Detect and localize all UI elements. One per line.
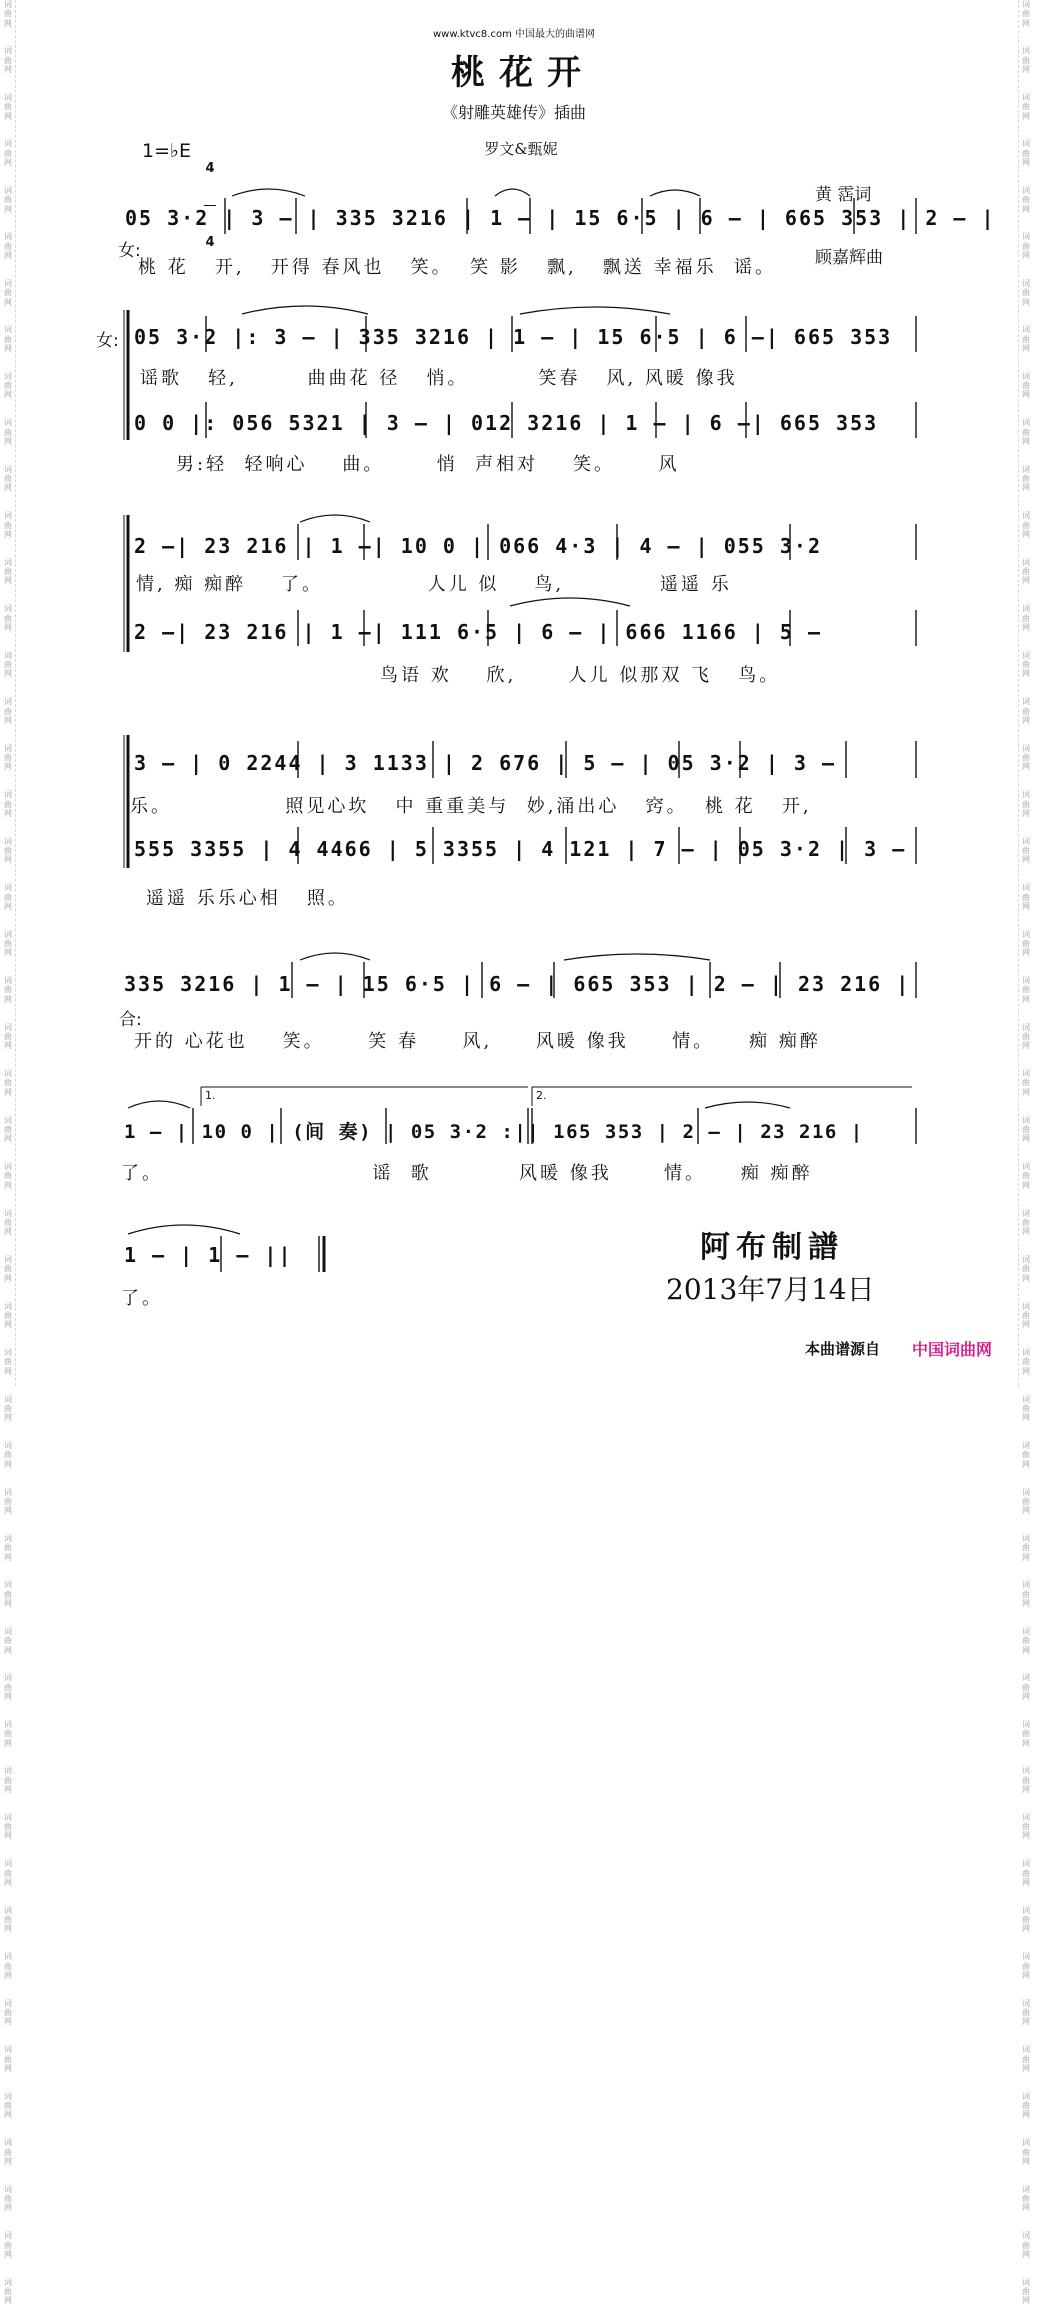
lyrics-s3-upper: 情, 痴 痴醉 了。 人儿 似 鸟, 遥遥 乐 xyxy=(136,574,732,595)
volta-2-label: 2. xyxy=(536,1089,547,1102)
notes-s3-lower: 2 –| 23 216 | 1 –| 111 6·5 | 6 – | 666 1166 | 5 – xyxy=(134,620,823,644)
notes-s4-upper: 3 – | 0 2244 | 3 1133 | 2 676 | 5 – | 05 3·2 | 3 – xyxy=(134,751,837,775)
slur xyxy=(128,1225,240,1234)
slur xyxy=(242,306,368,314)
key-signature: 1=♭E xyxy=(142,140,191,162)
time-signature-bottom: 4 xyxy=(205,235,215,250)
source-site-link[interactable]: 中国词曲网 xyxy=(912,1340,993,1359)
notes-s2-upper: 05 3·2 |: 3 – | 335 3216 | 1 – | 15 6·5 | 6 –| 665 353 xyxy=(134,325,893,349)
lyrics-s2-upper: 谣歌 轻, 曲曲花 径 悄。 笑春 风, 风暖 像我 xyxy=(140,368,738,389)
notes-s6: 1 – | 10 0 | (间 奏) | 05 3·2 :|| 165 353 | 2 – | 23 216 | xyxy=(124,1121,864,1143)
notes-s2-lower: 0 0 |: 056 5321 | 3 – | 012 3216 | 1 – | 6 –| 665 353 xyxy=(134,411,879,435)
lyrics-s7: 了。 xyxy=(121,1288,163,1309)
song-title: 桃花开 xyxy=(451,53,595,93)
notes-s4-lower: 555 3355 | 4 4466 | 5 3355 | 4 121 | 7 – | 05 3·2 | 3 – xyxy=(134,837,907,861)
lyrics-s1: 桃 花 开, 开得 春风也 笑。 笑 影 飘, 飘送 幸福乐 谣。 xyxy=(138,257,777,278)
notes-s5: 335 3216 | 1 – | 15 6·5 | 6 – | 665 353 | 2 – | 23 216 | xyxy=(124,972,911,996)
watermark-left: 词 曲 网 词 曲 网 词 曲 网 词 曲 网 词 曲 网 词 曲 网 词 曲 网 词 曲 网 词 曲 网 词 曲 网 词 曲 网 词 曲 网 词 曲 网 词 曲 网 词 曲 网 词 曲 网 词 曲 网 词 曲 网 词 曲 网 词 曲 网 词 曲 网 词 曲 网 词 曲 网 词 曲 网 词 曲 网 词 曲 网 词 曲 网 词 曲 网 词 曲 网 词 曲 网 词 曲 网 词 曲 网 词 曲 网 词 曲 网 词 曲 网 词 曲 网 词 曲 网 词 曲 网 词 曲 网 词 曲 网 词 曲 网 词 曲 网 词 曲 网 词 曲 网 词 曲 网 词 曲 网 词 曲 网 词 曲 网 词 曲 网 词 曲 网 xyxy=(1,0,16,1386)
notes-s7: 1 – | 1 – || xyxy=(124,1243,293,1267)
watermark-right: 词 曲 网 词 曲 网 词 曲 网 词 曲 网 词 曲 网 词 曲 网 词 曲 网 词 曲 网 词 曲 网 词 曲 网 词 曲 网 词 曲 网 词 曲 网 词 曲 网 词 曲 网 词 曲 网 词 曲 网 词 曲 网 词 曲 网 词 曲 网 词 曲 网 词 曲 网 词 曲 网 词 曲 网 词 曲 网 词 曲 网 词 曲 网 词 曲 网 词 曲 网 词 曲 网 词 曲 网 词 曲 网 词 曲 网 词 曲 网 词 曲 网 词 曲 网 词 曲 网 词 曲 网 词 曲 网 词 曲 网 词 曲 网 词 曲 网 词 曲 网 词 曲 网 词 曲 网 词 曲 网 词 曲 网 词 曲 网 词 曲 网 词 曲 网 xyxy=(1018,0,1033,1386)
slur xyxy=(300,953,370,960)
voice-label-female: 女: xyxy=(118,241,141,261)
singers: 罗文&甄妮 xyxy=(484,140,558,158)
date-signature: 2013年7月14日 xyxy=(666,1273,875,1306)
voice-label-chorus: 合: xyxy=(119,1010,142,1030)
slur xyxy=(232,189,305,196)
source-label: 本曲谱源自 xyxy=(805,1340,881,1358)
slur xyxy=(650,190,700,196)
lyricist: 黄 霑词 xyxy=(815,185,872,205)
slur xyxy=(495,189,530,196)
lyrics-s2-lower: 男:轻 轻响心 曲。 悄 声相对 笑。 风 xyxy=(176,454,680,475)
composer: 顾嘉辉曲 xyxy=(815,248,883,268)
slur xyxy=(300,515,370,522)
slur xyxy=(510,598,630,606)
slur xyxy=(564,954,710,960)
lyrics-s4-lower: 遥遥 乐乐心相 照。 xyxy=(146,888,349,909)
slur xyxy=(705,1102,790,1108)
maker-signature: 阿布制譜 xyxy=(700,1230,844,1265)
lyrics-s6: 了。 谣 歌 风暖 像我 情。 痴 痴醉 xyxy=(121,1163,813,1184)
song-subtitle: 《射雕英雄传》插曲 xyxy=(441,103,586,122)
lyrics-s5: 开的 心花也 笑。 笑 春 风, 风暖 像我 情。 痴 痴醉 xyxy=(134,1031,821,1052)
slur xyxy=(128,1101,190,1108)
notes-s1: 05 3·2 | 3 – | 335 3216 | 1 – | 15 6·5 | 6 – | 665 353 | 2 – | xyxy=(125,206,996,230)
time-signature-top: 4 xyxy=(205,161,215,176)
lyrics-s3-lower: 鸟语 欢 欣, 人儿 似那双 飞 鸟。 xyxy=(380,665,781,686)
lyrics-s4-upper: 乐。 照见心坎 中 重重美与 妙,涌出心 窍。 桃 花 开, xyxy=(130,796,812,817)
volta-1-label: 1. xyxy=(205,1089,216,1102)
slur xyxy=(520,307,670,314)
notes-s3-upper: 2 –| 23 216 | 1 –| 10 0 | 066 4·3 | 4 – | 055 3·2 xyxy=(134,534,823,558)
site-url[interactable]: www.ktvc8.com 中国最大的曲谱网 xyxy=(432,29,595,40)
voice-label-female-2: 女: xyxy=(96,331,119,351)
